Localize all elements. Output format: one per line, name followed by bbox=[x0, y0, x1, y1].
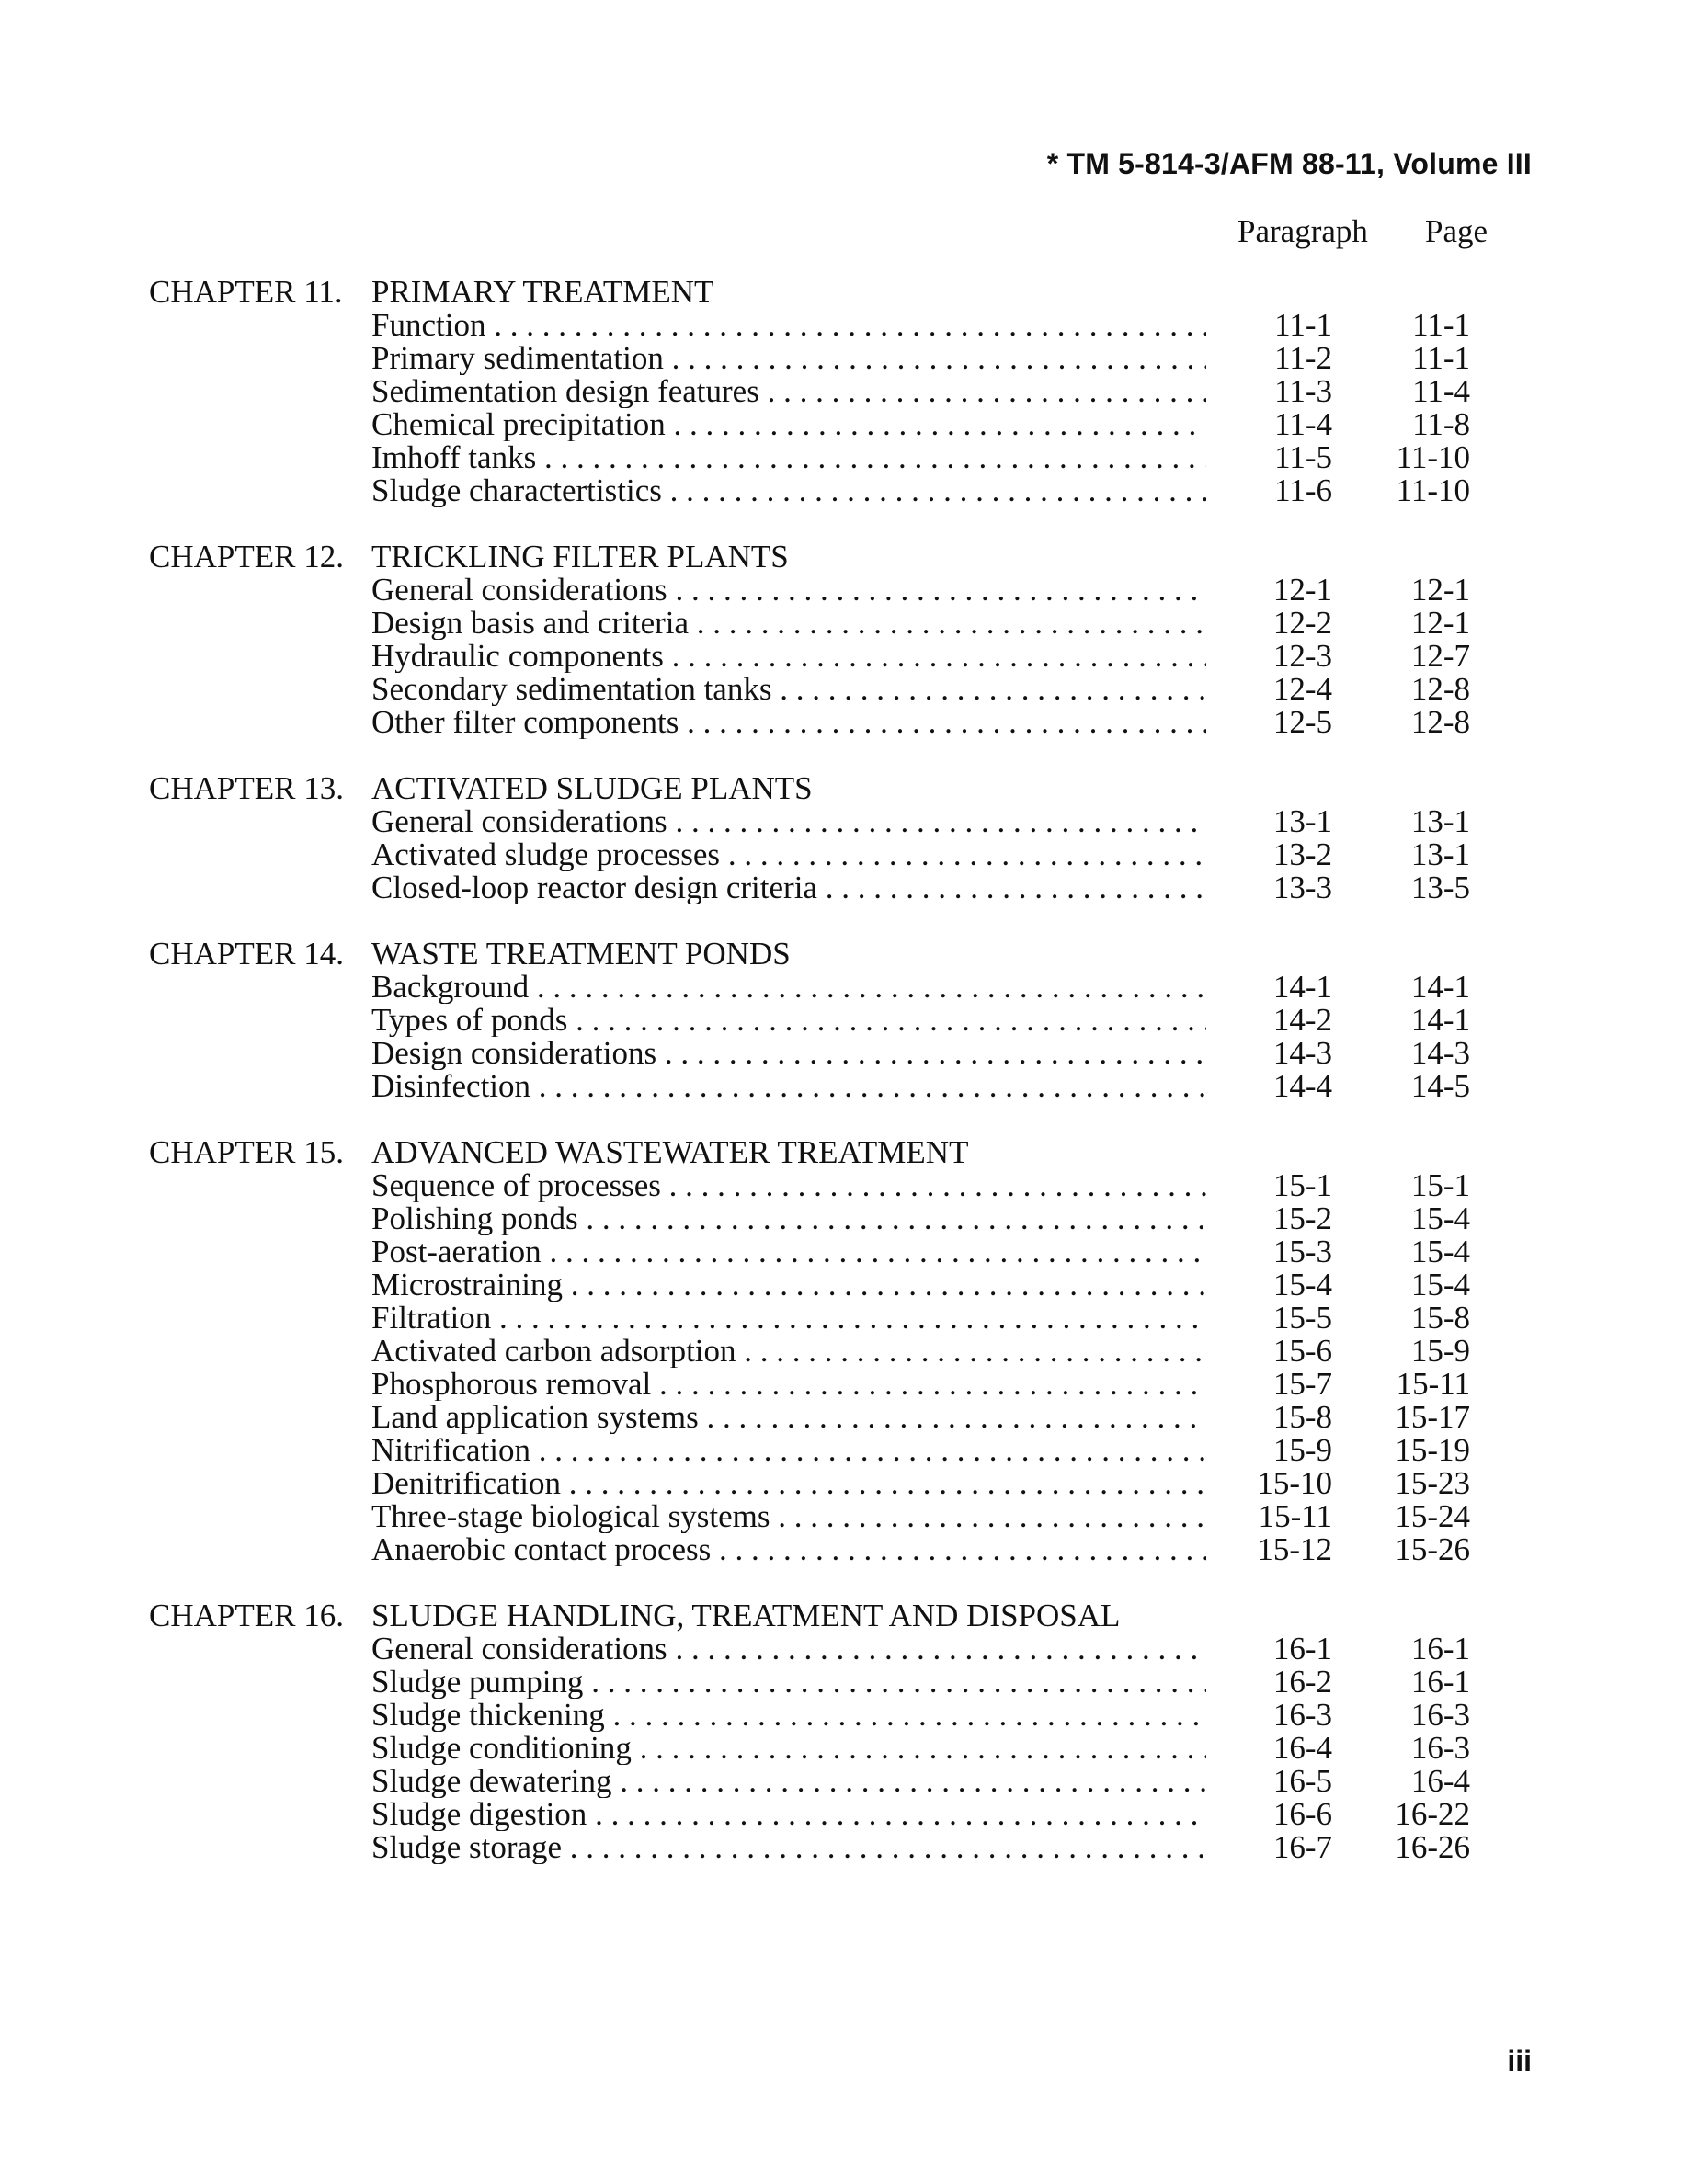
entry-title: Design considerations . . . bbox=[371, 1037, 1206, 1070]
entry-page-number: 15-11 bbox=[1396, 1366, 1470, 1402]
entry-paragraph-number: 16-6 bbox=[1272, 1796, 1332, 1832]
toc-entry bbox=[0, 1235, 1688, 1268]
entry-paragraph-number: 16-3 bbox=[1272, 1697, 1332, 1733]
entry-page-number: 16-3 bbox=[1410, 1730, 1470, 1766]
entry-page-number: 12-1 bbox=[1410, 572, 1470, 608]
entry-paragraph-number: 12-4 bbox=[1272, 671, 1332, 707]
toc-entry bbox=[0, 1401, 1688, 1434]
toc-entry bbox=[0, 1666, 1688, 1699]
toc-entry bbox=[0, 1798, 1688, 1831]
toc-entry bbox=[0, 871, 1688, 904]
chapter-entry-list bbox=[0, 805, 1688, 904]
entry-paragraph-number: 12-2 bbox=[1272, 605, 1332, 641]
chapter-title: ACTIVATED SLUDGE PLANTS bbox=[371, 770, 813, 806]
entry-paragraph-number: 16-5 bbox=[1272, 1763, 1332, 1799]
entry-paragraph-number: 15-11 bbox=[1258, 1498, 1332, 1534]
toc-entry bbox=[0, 607, 1688, 640]
entry-page-number: 11-1 bbox=[1412, 307, 1470, 343]
entry-page-number: 12-8 bbox=[1410, 704, 1470, 740]
entry-title: Land application systems . . . bbox=[371, 1401, 1206, 1434]
entry-title: Filtration . . . bbox=[371, 1302, 1206, 1335]
entry-paragraph-number: 14-3 bbox=[1272, 1035, 1332, 1071]
toc-entry bbox=[0, 1831, 1688, 1864]
chapter-number: CHAPTER 12. bbox=[149, 539, 344, 574]
entry-page-number: 15-8 bbox=[1410, 1300, 1470, 1336]
chapter-section bbox=[0, 540, 1688, 739]
entry-paragraph-number: 12-5 bbox=[1272, 704, 1332, 740]
entry-page-number: 12-8 bbox=[1410, 671, 1470, 707]
toc-entry bbox=[0, 805, 1688, 838]
chapter-section bbox=[0, 1599, 1688, 1864]
entry-title: Sludge pumping . . . bbox=[371, 1666, 1206, 1699]
chapter-number: CHAPTER 11. bbox=[149, 274, 343, 310]
entry-paragraph-number: 15-12 bbox=[1257, 1531, 1332, 1567]
entry-title: Activated carbon adsorption . . . bbox=[371, 1335, 1206, 1368]
entry-title: Disinfection . . . bbox=[371, 1070, 1206, 1103]
entry-title: Microstraining . . . bbox=[371, 1268, 1206, 1302]
entry-title: Background . . . bbox=[371, 971, 1206, 1004]
entry-paragraph-number: 16-2 bbox=[1272, 1664, 1332, 1700]
entry-page-number: 14-1 bbox=[1410, 1002, 1470, 1038]
entry-paragraph-number: 11-2 bbox=[1274, 340, 1332, 376]
entry-paragraph-number: 15-7 bbox=[1272, 1366, 1332, 1402]
entry-title: Three-stage biological systems . . . bbox=[371, 1500, 1206, 1533]
entry-paragraph-number: 15-4 bbox=[1272, 1267, 1332, 1302]
entry-title: Imhoff tanks . . . bbox=[371, 441, 1206, 474]
entry-title: Anaerobic contact process . . . bbox=[371, 1533, 1206, 1566]
entry-title: Hydraulic components . . . bbox=[371, 640, 1206, 673]
toc-entry bbox=[0, 838, 1688, 871]
chapter-heading bbox=[0, 938, 1688, 971]
toc-entry bbox=[0, 1335, 1688, 1368]
toc-entry bbox=[0, 1434, 1688, 1467]
entry-title: Secondary sedimentation tanks . . . bbox=[371, 673, 1206, 706]
entry-paragraph-number: 15-10 bbox=[1257, 1465, 1332, 1501]
entry-paragraph-number: 11-6 bbox=[1274, 472, 1332, 508]
toc-entry bbox=[0, 1699, 1688, 1732]
chapter-number: CHAPTER 15. bbox=[149, 1134, 344, 1170]
entry-page-number: 15-4 bbox=[1410, 1200, 1470, 1236]
entry-title: Primary sedimentation . . . bbox=[371, 342, 1206, 375]
entry-title: Sludge conditioning . . . bbox=[371, 1732, 1206, 1765]
entry-paragraph-number: 15-1 bbox=[1272, 1167, 1332, 1203]
entry-paragraph-number: 16-4 bbox=[1272, 1730, 1332, 1766]
toc-entry bbox=[0, 1037, 1688, 1070]
entry-page-number: 13-1 bbox=[1410, 836, 1470, 872]
toc-entry bbox=[0, 375, 1688, 408]
chapter-entry-list bbox=[0, 574, 1688, 739]
entry-page-number: 14-5 bbox=[1410, 1068, 1470, 1104]
toc-entry bbox=[0, 474, 1688, 507]
toc-entry bbox=[0, 1368, 1688, 1401]
entry-title: Post-aeration . . . bbox=[371, 1235, 1206, 1268]
chapter-heading bbox=[0, 276, 1688, 309]
chapter-title: SLUDGE HANDLING, TREATMENT AND DISPOSAL bbox=[371, 1598, 1121, 1633]
entry-title: Closed-loop reactor design criteria . . . bbox=[371, 871, 1206, 904]
chapter-section bbox=[0, 1136, 1688, 1566]
entry-title: Sludge thickening . . . bbox=[371, 1699, 1206, 1732]
entry-paragraph-number: 14-2 bbox=[1272, 1002, 1332, 1038]
entry-page-number: 15-24 bbox=[1395, 1498, 1470, 1534]
entry-page-number: 12-7 bbox=[1410, 638, 1470, 674]
toc-entry bbox=[0, 1467, 1688, 1500]
toc-entry bbox=[0, 1632, 1688, 1666]
entry-title: Types of ponds . . . bbox=[371, 1004, 1206, 1037]
entry-paragraph-number: 16-7 bbox=[1272, 1829, 1332, 1865]
toc-entry bbox=[0, 971, 1688, 1004]
entry-title: Denitrification . . . bbox=[371, 1467, 1206, 1500]
entry-paragraph-number: 15-5 bbox=[1272, 1300, 1332, 1336]
chapter-section bbox=[0, 276, 1688, 507]
toc-entry bbox=[0, 1268, 1688, 1302]
entry-paragraph-number: 14-4 bbox=[1272, 1068, 1332, 1104]
entry-page-number: 15-9 bbox=[1410, 1333, 1470, 1369]
toc-entry bbox=[0, 640, 1688, 673]
toc-entry bbox=[0, 1004, 1688, 1037]
entry-title: Chemical precipitation . . . bbox=[371, 408, 1206, 441]
entry-title: General considerations . . . bbox=[371, 1632, 1206, 1666]
entry-page-number: 15-26 bbox=[1395, 1531, 1470, 1567]
chapter-title: ADVANCED WASTEWATER TREATMENT bbox=[371, 1134, 969, 1170]
entry-page-number: 13-1 bbox=[1410, 803, 1470, 839]
entry-title: Sludge dewatering . . . bbox=[371, 1765, 1206, 1798]
entry-page-number: 15-1 bbox=[1410, 1167, 1470, 1203]
toc-entry bbox=[0, 1169, 1688, 1202]
entry-page-number: 11-10 bbox=[1396, 472, 1470, 508]
toc-entry bbox=[0, 342, 1688, 375]
entry-title: Sedimentation design features . . . bbox=[371, 375, 1206, 408]
entry-page-number: 16-26 bbox=[1395, 1829, 1470, 1865]
entry-title: General considerations . . . bbox=[371, 805, 1206, 838]
entry-page-number: 15-4 bbox=[1410, 1234, 1470, 1269]
entry-page-number: 14-3 bbox=[1410, 1035, 1470, 1071]
entry-page-number: 16-4 bbox=[1410, 1763, 1470, 1799]
entry-page-number: 16-22 bbox=[1395, 1796, 1470, 1832]
chapter-heading bbox=[0, 772, 1688, 805]
chapter-section bbox=[0, 938, 1688, 1103]
chapter-heading bbox=[0, 540, 1688, 574]
entry-page-number: 11-10 bbox=[1396, 439, 1470, 475]
document-header: * TM 5-814-3/AFM 88-11, Volume III bbox=[1046, 147, 1532, 180]
entry-paragraph-number: 11-4 bbox=[1274, 406, 1332, 442]
entry-title: General considerations . . . bbox=[371, 574, 1206, 607]
toc-entry bbox=[0, 706, 1688, 739]
entry-paragraph-number: 11-1 bbox=[1274, 307, 1332, 343]
entry-paragraph-number: 14-1 bbox=[1272, 969, 1332, 1005]
chapter-entry-list bbox=[0, 971, 1688, 1103]
chapter-number: CHAPTER 16. bbox=[149, 1598, 344, 1633]
toc-entry bbox=[0, 574, 1688, 607]
entry-paragraph-number: 13-2 bbox=[1272, 836, 1332, 872]
entry-title: Polishing ponds . . . bbox=[371, 1202, 1206, 1235]
entry-page-number: 13-5 bbox=[1410, 870, 1470, 905]
toc-entry bbox=[0, 1070, 1688, 1103]
toc-entry bbox=[0, 441, 1688, 474]
entry-paragraph-number: 11-3 bbox=[1274, 373, 1332, 409]
toc-entry bbox=[0, 673, 1688, 706]
page-number: iii bbox=[1507, 2044, 1532, 2077]
toc-entry bbox=[0, 1533, 1688, 1566]
entry-page-number: 11-4 bbox=[1412, 373, 1470, 409]
entry-paragraph-number: 15-3 bbox=[1272, 1234, 1332, 1269]
entry-paragraph-number: 12-1 bbox=[1272, 572, 1332, 608]
toc-entry bbox=[0, 1302, 1688, 1335]
toc-entry bbox=[0, 1732, 1688, 1765]
entry-paragraph-number: 13-1 bbox=[1272, 803, 1332, 839]
entry-title: Activated sludge processes . . . bbox=[371, 838, 1206, 871]
chapter-section bbox=[0, 772, 1688, 904]
toc-entry bbox=[0, 1765, 1688, 1798]
entry-page-number: 11-1 bbox=[1412, 340, 1470, 376]
entry-paragraph-number: 15-6 bbox=[1272, 1333, 1332, 1369]
chapter-entry-list bbox=[0, 309, 1688, 507]
chapter-number: CHAPTER 14. bbox=[149, 936, 344, 972]
entry-page-number: 14-1 bbox=[1410, 969, 1470, 1005]
entry-title: Design basis and criteria . . . bbox=[371, 607, 1206, 640]
entry-page-number: 15-19 bbox=[1395, 1432, 1470, 1468]
entry-title: Phosphorous removal . . . bbox=[371, 1368, 1206, 1401]
entry-page-number: 15-4 bbox=[1410, 1267, 1470, 1302]
chapter-title: WASTE TREATMENT PONDS bbox=[371, 936, 791, 972]
entry-page-number: 16-1 bbox=[1410, 1664, 1470, 1700]
entry-title: Sludge charactertistics . . . bbox=[371, 474, 1206, 507]
entry-paragraph-number: 11-5 bbox=[1274, 439, 1332, 475]
entry-title: Sludge storage . . . bbox=[371, 1831, 1206, 1864]
entry-page-number: 16-3 bbox=[1410, 1697, 1470, 1733]
toc-entry bbox=[0, 1500, 1688, 1533]
chapter-heading bbox=[0, 1136, 1688, 1169]
entry-paragraph-number: 12-3 bbox=[1272, 638, 1332, 674]
entry-title: Sludge digestion . . . bbox=[371, 1798, 1206, 1831]
chapter-heading bbox=[0, 1599, 1688, 1632]
chapter-entry-list bbox=[0, 1169, 1688, 1566]
entry-paragraph-number: 15-9 bbox=[1272, 1432, 1332, 1468]
entry-title: Other filter components . . . bbox=[371, 706, 1206, 739]
entry-paragraph-number: 13-3 bbox=[1272, 870, 1332, 905]
table-of-contents bbox=[0, 276, 1688, 1897]
chapter-entry-list bbox=[0, 1632, 1688, 1864]
toc-entry bbox=[0, 408, 1688, 441]
chapter-number: CHAPTER 13. bbox=[149, 770, 344, 806]
chapter-title: TRICKLING FILTER PLANTS bbox=[371, 539, 789, 574]
entry-page-number: 12-1 bbox=[1410, 605, 1470, 641]
entry-page-number: 16-1 bbox=[1410, 1631, 1470, 1666]
entry-page-number: 11-8 bbox=[1412, 406, 1470, 442]
toc-entry bbox=[0, 309, 1688, 342]
paragraph-column-header: Paragraph bbox=[1237, 213, 1368, 249]
entry-paragraph-number: 16-1 bbox=[1272, 1631, 1332, 1666]
entry-page-number: 15-17 bbox=[1395, 1399, 1470, 1435]
toc-entry bbox=[0, 1202, 1688, 1235]
entry-paragraph-number: 15-8 bbox=[1272, 1399, 1332, 1435]
entry-title: Nitrification . . . bbox=[371, 1434, 1206, 1467]
entry-paragraph-number: 15-2 bbox=[1272, 1200, 1332, 1236]
entry-page-number: 15-23 bbox=[1395, 1465, 1470, 1501]
entry-title: Function . . . bbox=[371, 309, 1206, 342]
page-column-header: Page bbox=[1425, 213, 1488, 249]
entry-title: Sequence of processes . . . bbox=[371, 1169, 1206, 1202]
chapter-title: PRIMARY TREATMENT bbox=[371, 274, 714, 310]
column-headers bbox=[0, 213, 1688, 254]
